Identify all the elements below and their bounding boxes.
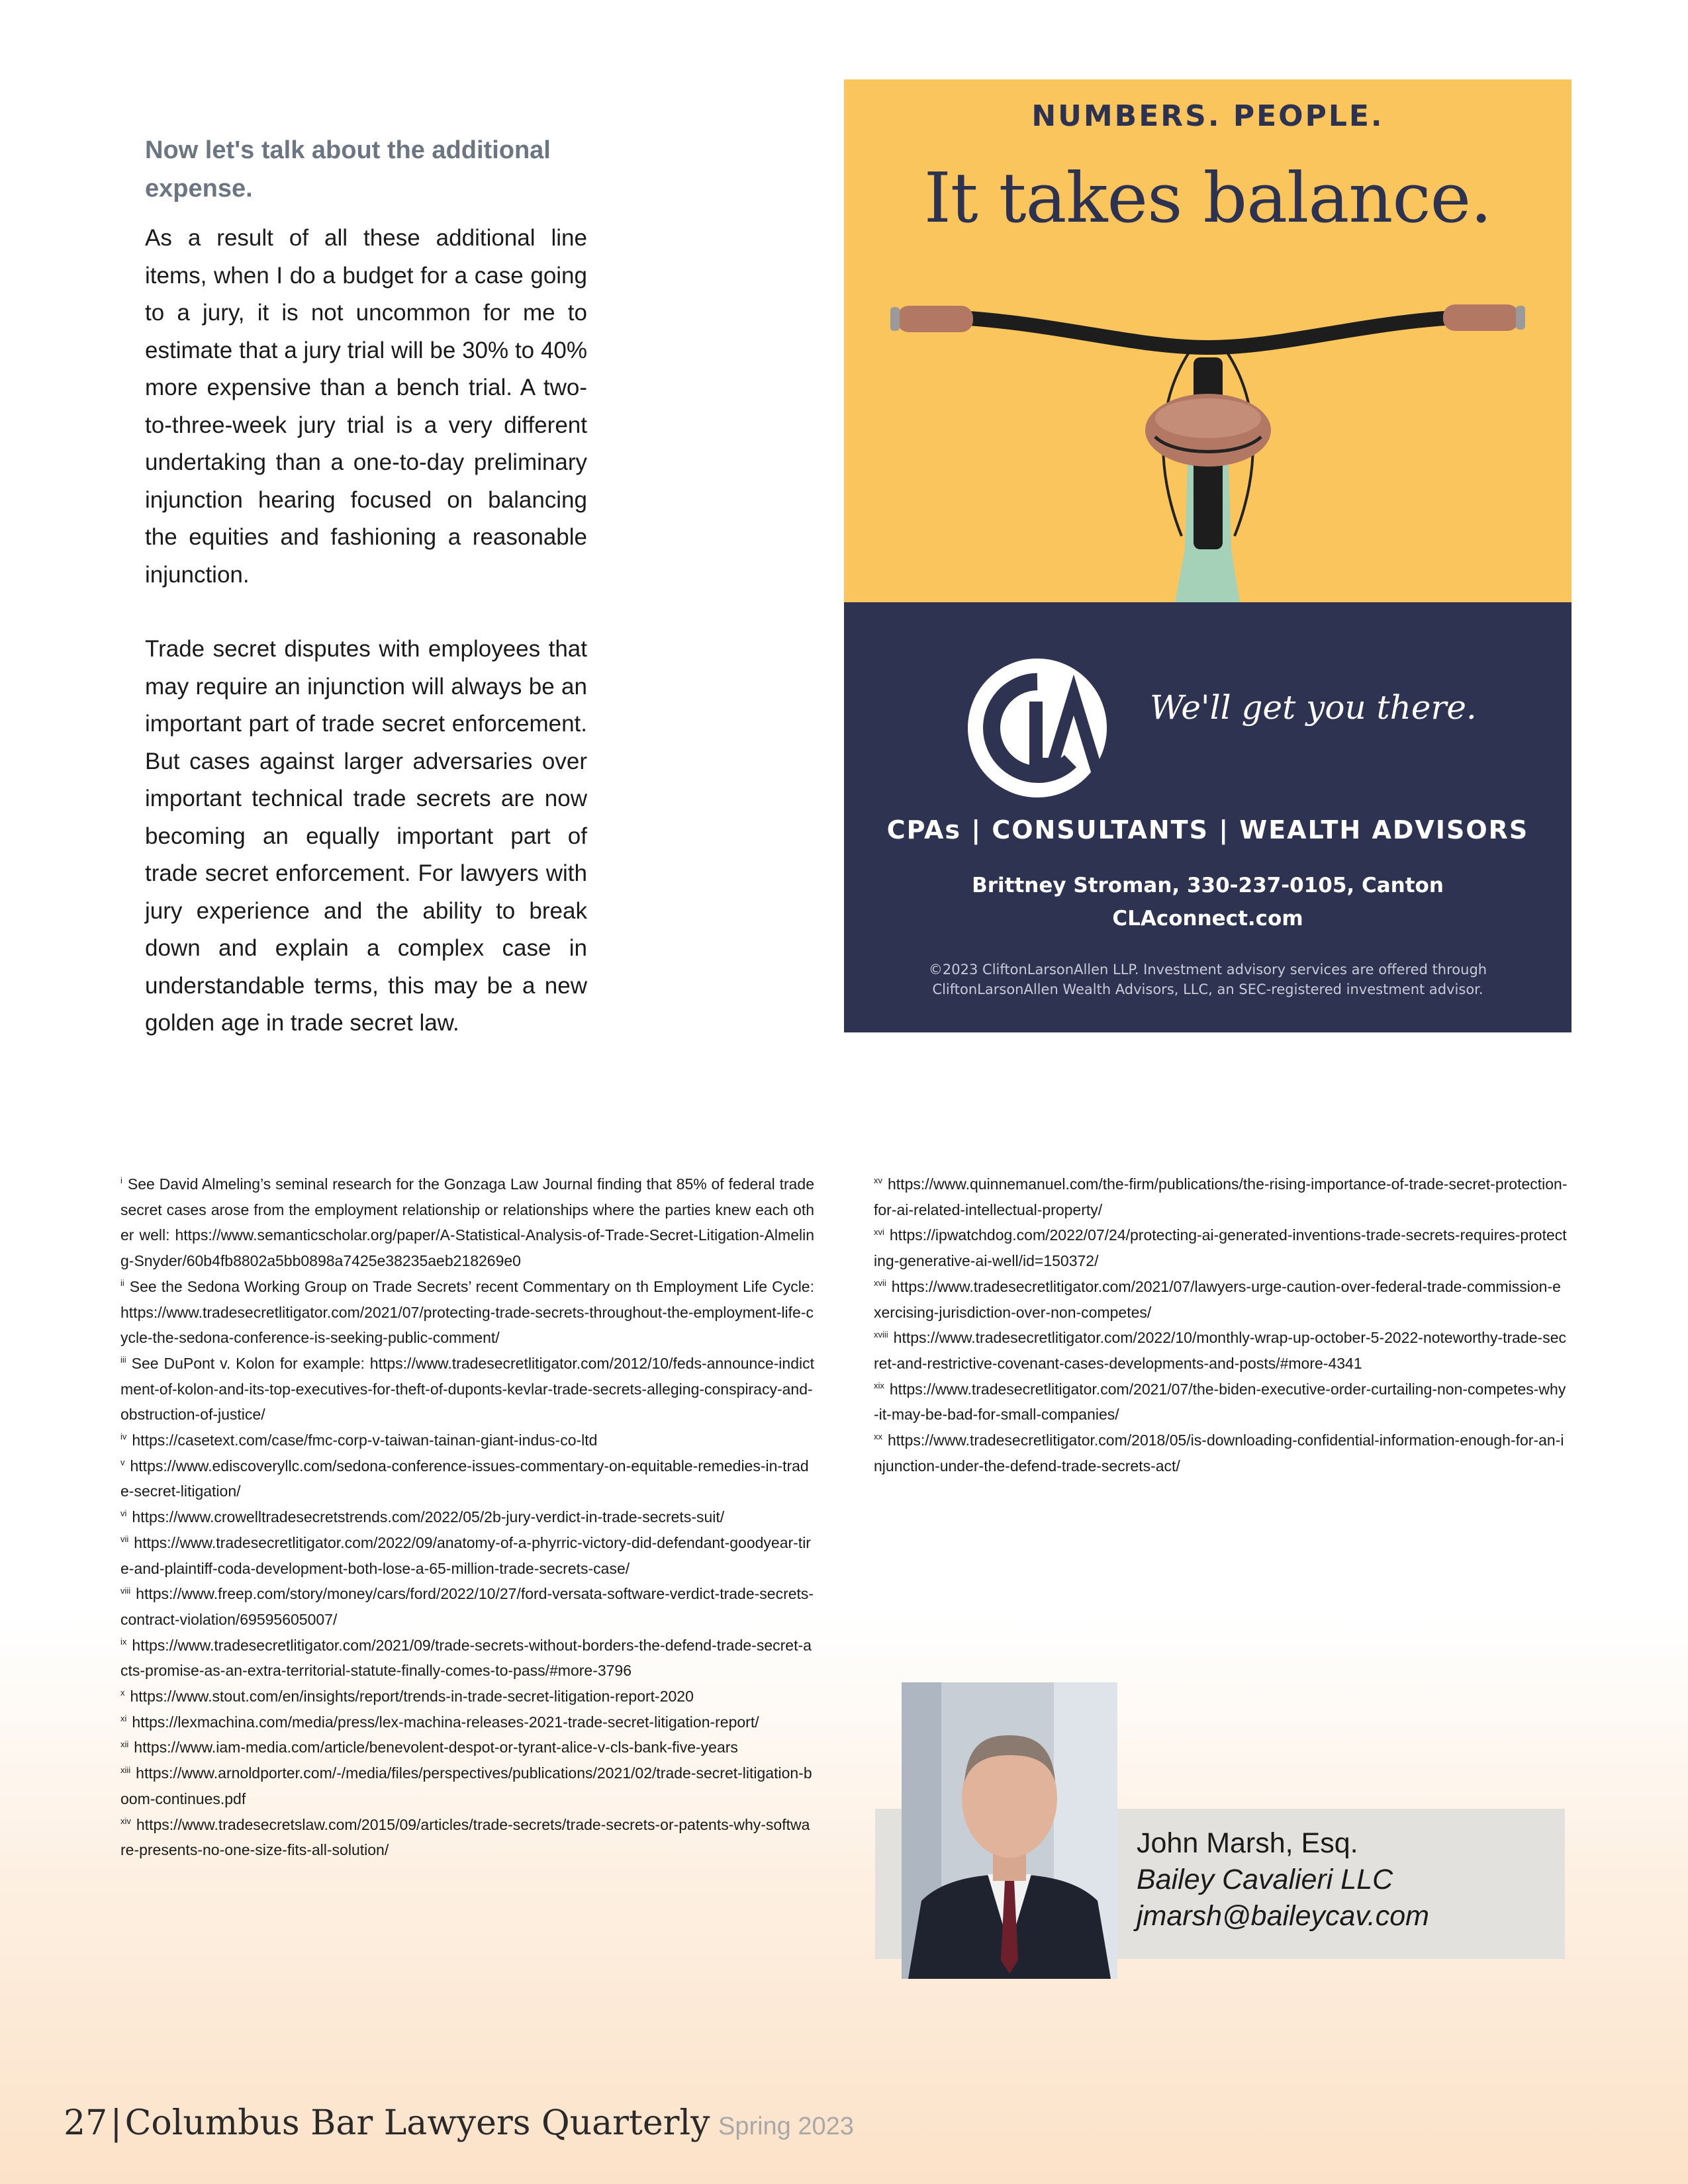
ad-bottom-panel [844,602,1571,1032]
footnote: $^{vi}$ https://www.crowelltradesecretstrends.com/2022/05/2b-jury-verdict-in-trade-secrets-suit/ [120,1508,725,1526]
ad-tagline: NUMBERS. PEOPLE. [1031,99,1384,133]
section-heading: Now let's talk about the additional expense. [145,136,551,203]
footnote: $^{xix}$ https://www.tradesecretlitigator.com/2021/07/the-biden-executive-order-curtailing-non-competes-why-it-may-be-bad-for-small-companies/ [874,1380,1566,1424]
publication-title: Columbus Bar Lawyers Quarterly [124,2103,710,2143]
ad-top-panel [844,79,1571,602]
ad-services: CPAs | CONSULTANTS | WEALTH ADVISORS [886,815,1529,844]
cla-logo-icon [964,655,1110,801]
bicycle-handlebar-icon [844,232,1571,602]
article-paragraph-2: Trade secret disputes with employees that may require an injunction will always be an important part of trade secret enforcement. But cases against larger adversaries over important technical trade secrets are now becoming an equally important part of trade secret enforcement. For lawyers with jury experience and the ability to break down and explain a complex case in understandable terms, this may be a new golden age in trade secret law. [145,636,587,1036]
footnote: $^{iv}$ https://casetext.com/case/fmc-corp-v-taiwan-tainan-giant-indus-co-ltd [120,1432,598,1449]
footnote: $^{viii}$ https://www.freep.com/story/money/cars/ford/2022/10/27/ford-versata-software-verdict-trade-secrets-contract-violation/69595605007/ [120,1585,814,1628]
article-column [145,131,587,1079]
footnote: $^{xvii}$ https://www.tradesecretlitigator.com/2021/07/lawyers-urge-caution-over-federal-trade-commission-exercising-jurisdiction-over-non-competes/ [874,1277,1561,1321]
ad-legal-disclaimer: ©2023 CliftonLarsonAllen LLP. Investment advisory services are offered through CliftonLarsonAllen Wealth Advisors, LLC, an SEC-registered investment advisor. [928,962,1487,997]
author-name: John Marsh, Esq. [1137,1827,1358,1859]
author-portrait-icon [902,1682,1117,1979]
footnote: $^{ii}$ See the Sedona Working Group on Trade Secrets’ recent Commentary on th Employment Life Cycle: https://www.tradesecretlitigator.com/2021/07/protecting-trade-secrets-throughout-the-employment-life-cycle-the-sedona-conference-is-seeking-public-comment/ [120,1277,814,1347]
footnote: $^i$ See David Almeling’s seminal research for the Gonzaga Law Journal finding that 85% of federal trade secret cases arose from the employment relationship or relationships where the parties knew each other well: https://www.semanticscholar.org/paper/A-Statistical-Analysis-of-Trade-Secret-Litigation-Almeling-Snyder/60b4fb8802a5bb0898a7425e38235aeb218269e0 [120,1175,814,1270]
page-footer [64,2103,854,2143]
footnote: $^{iii}$ See DuPont v. Kolon for example: https://www.tradesecretlitigator.com/2012/10/feds-announce-indictment-of-kolon-and-its-top-executives-for-theft-of-duponts-kevlar-trade-secrets-alleging-conspiracy-and-obstruction-of-justice/ [120,1354,814,1424]
footnote: $^x$ https://www.stout.com/en/insights/report/trends-in-trade-secret-litigation-report-2020 [120,1688,694,1706]
author-firm: Bailey Cavalieri LLC [1137,1864,1393,1895]
article-paragraph-1: As a result of all these additional line items, when I do a budget for a case going to a jury, it is not uncommon for me to estimate that a jury trial will be 30% to 40% more expensive than a bench trial. A two-to-three-week jury trial is a very different undertaking than a one-to-day preliminary injunction hearing focused on balancing the equities and fashioning a reasonable injunction. [145,225,587,588]
ad-url-link[interactable]: CLAconnect.com [1112,907,1303,931]
footnote: $^{xv}$ https://www.quinnemanuel.com/the-firm/publications/the-rising-importance-of-trade-secret-protection-for-ai-related-intellectual-property/ [874,1175,1568,1218]
footnote: $^{xiii}$ https://www.arnoldporter.com/-/media/files/perspectives/publications/2021/02/trade-secret-litigation-boom-continues.pdf [120,1764,812,1807]
author-email-link[interactable]: jmarsh@baileycav.com [1137,1900,1429,1932]
footnote: $^{xii}$ https://www.iam-media.com/article/benevolent-despot-or-tyrant-alice-v-cls-bank-five-years [120,1739,738,1756]
footnotes-left-column [120,1171,814,1863]
footnotes-right-column [874,1171,1568,1479]
footnote: $^{vii}$ https://www.tradesecretlitigator.com/2022/09/anatomy-of-a-phyrric-victory-did-defendant-goodyear-tire-and-plaintiff-coda-development-both-lose-a-65-million-trade-secrets-case/ [120,1533,811,1577]
page-number: 27 [64,2103,108,2143]
author-photo [902,1682,1117,1979]
ad-contact: Brittney Stroman, 330-237-0105, Canton [972,874,1444,897]
author-info [1137,1825,1429,1934]
issue-season: Spring 2023 [718,2113,854,2140]
footnote: $^{xvi}$ https://ipwatchdog.com/2022/07/24/protecting-ai-generated-inventions-trade-secrets-requires-protecting-generative-ai-well/id=150372/ [874,1226,1567,1270]
footnote: $^{ix}$ https://www.tradesecretlitigator.com/2021/09/trade-secrets-without-borders-the-defend-trade-secret-acts-promise-as-an-extra-territorial-statute-finally-comes-to-pass/#more-3796 [120,1636,812,1680]
footnote: $^{xiv}$ https://www.tradesecretslaw.com/2015/09/articles/trade-secrets/trade-secrets-or-patents-why-software-presents-no-one-size-fits-all-solution/ [120,1815,810,1859]
footnote: $^{xi}$ https://lexmachina.com/media/press/lex-machina-releases-2021-trade-secret-litigation-report/ [120,1713,759,1731]
footnote: $^v$ https://www.ediscoveryllc.com/sedona-conference-issues-commentary-on-equitable-remedies-in-trade-secret-litigation/ [120,1457,809,1500]
footnote: $^{xx}$ https://www.tradesecretlitigator.com/2018/05/is-downloading-confidential-information-enough-for-an-injunction-under-the-defend-trade-secrets-act/ [874,1432,1564,1475]
footnote: $^{xviii}$ https://www.tradesecretlitigator.com/2022/10/monthly-wrap-up-october-5-2022-noteworthy-trade-secret-and-restrictive-covenant-cases-developments-and-posts/#more-4341 [874,1329,1566,1372]
cla-advertisement[interactable] [844,79,1571,1032]
footer-separator: | [110,2103,122,2143]
ad-slogan: We'll get you there. [1150,688,1477,727]
ad-headline: It takes balance. [923,158,1492,238]
